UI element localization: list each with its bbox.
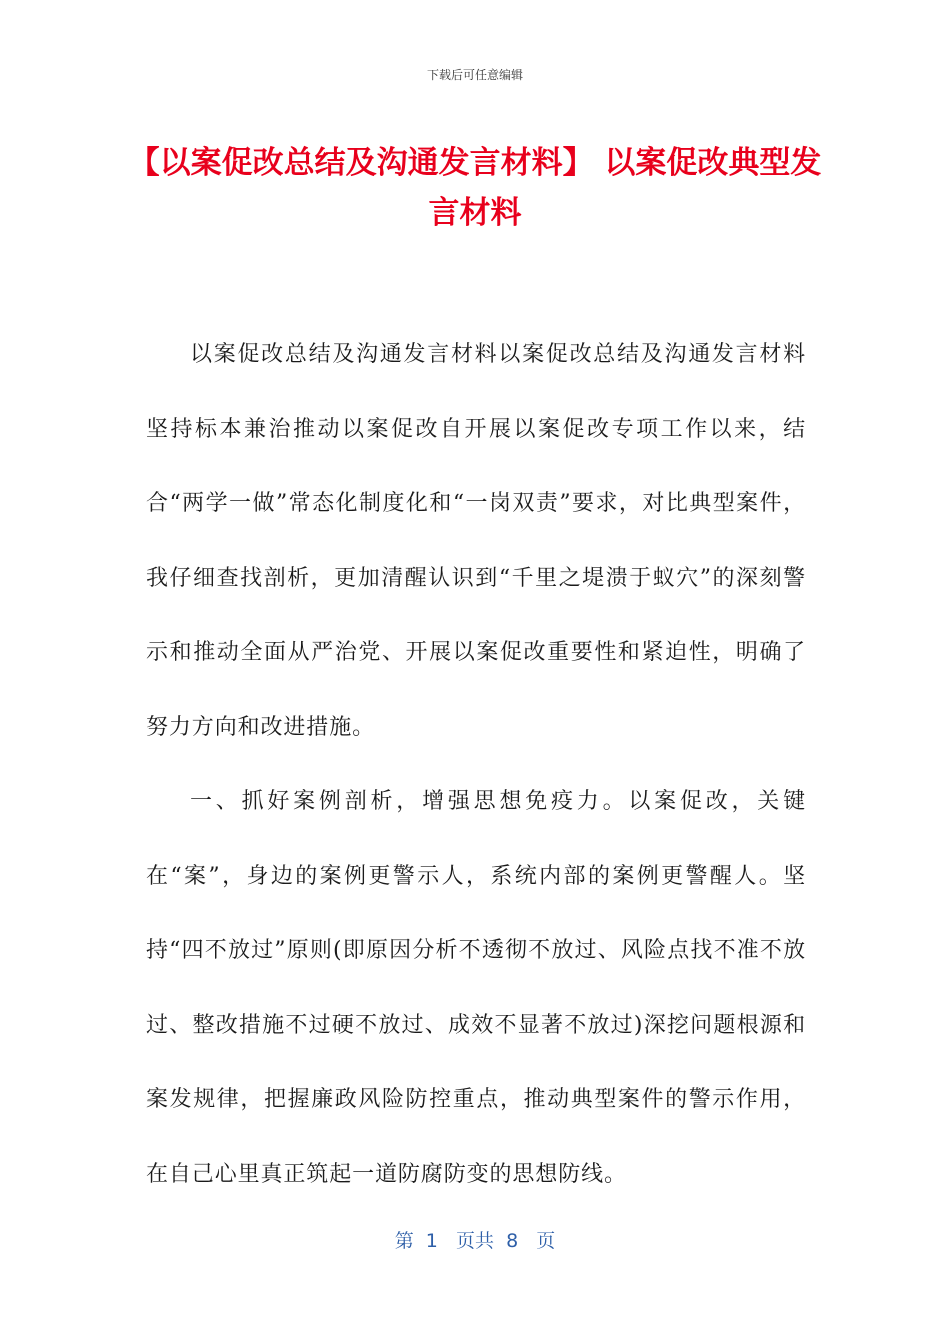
document-title: 【以案促改总结及沟通发言材料】 以案促改典型发言材料 (128, 145, 822, 231)
header-note: 下载后可任意编辑 (426, 68, 523, 82)
document-body (146, 318, 806, 1212)
paragraph-intro: 以案促改总结及沟通发言材料以案促改总结及沟通发言材料坚持标本兼治推动以案促改自开展以案促改专项工作以来，结合“两学一做”常态化制度化和“一岗双责”要求，对比典型案件，我仔细查找剖析，更加清醒认识到“千里之堤溃于蚁穴”的深刻警示和推动全面从严治党、开展以案促改重要性和紧迫性，明确了努力方向和改进措施。 (146, 342, 806, 740)
page-number-footer: 第 1 页共 8 页 (394, 1230, 556, 1252)
paragraph-section-one: 一、抓好案例剖析，增强思想免疫力。以案促改，关键在“案”，身边的案例更警示人，系统内部的案例更警醒人。坚持“四不放过”原则(即原因分析不透彻不放过、风险点找不准不放过、整改措施不过硬不放过、成效不显著不放过)深挖问题根源和案发规律，把握廉政风险防控重点，推动典型案件的警示作用，在自己心里真正筑起一道防腐防变的思想防线。 (146, 789, 806, 1187)
